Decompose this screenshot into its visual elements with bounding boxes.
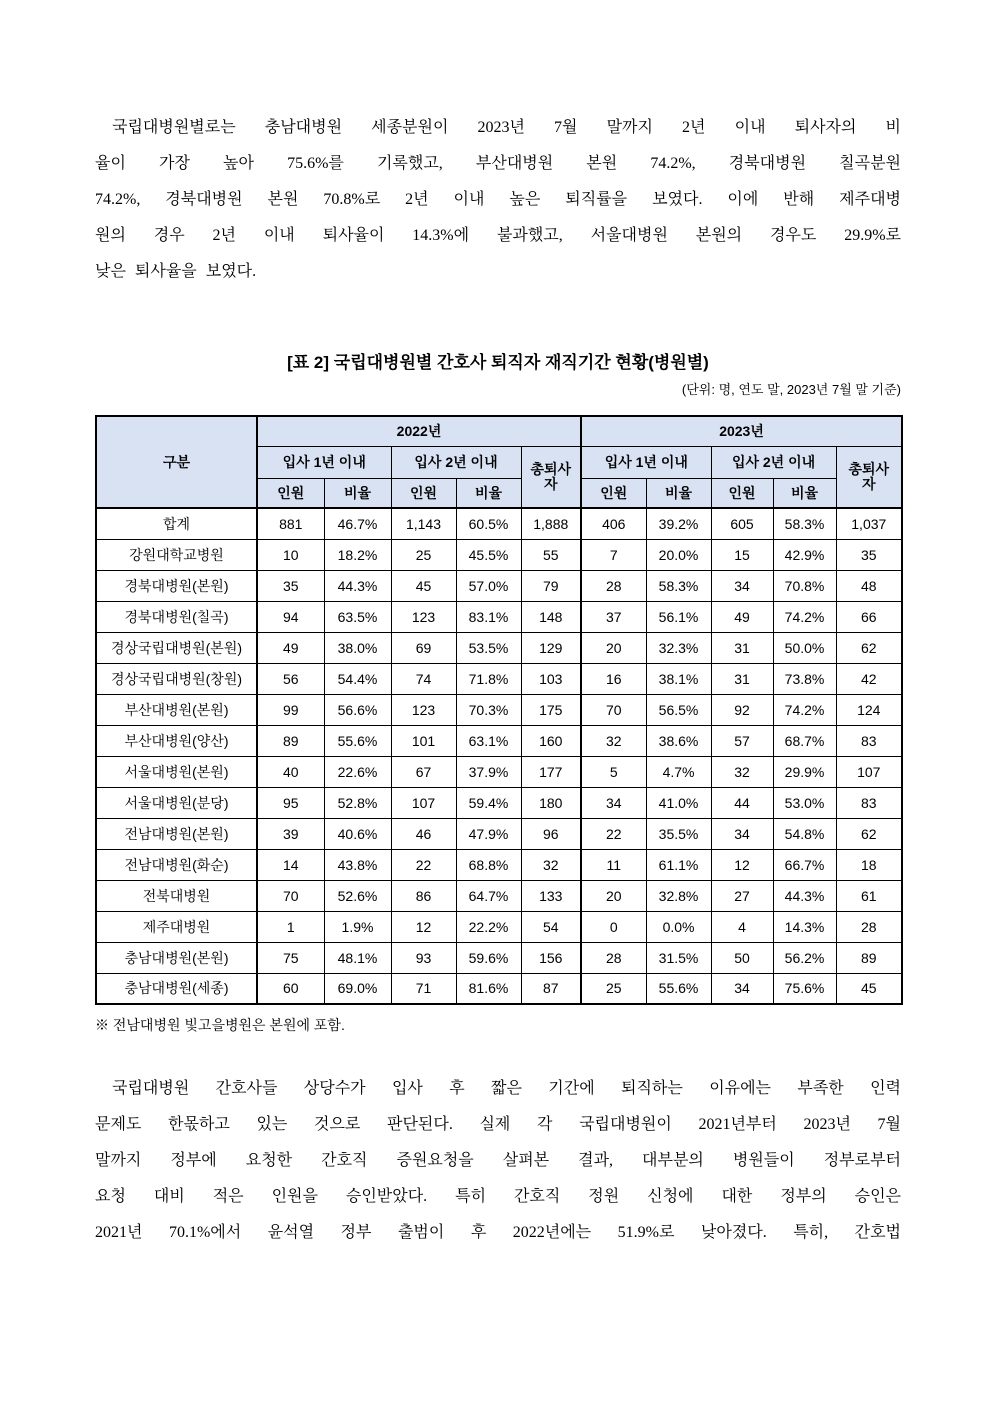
row-cell: 32.8% <box>646 880 711 911</box>
table-row <box>96 911 902 942</box>
header-count: 인원 <box>711 478 773 508</box>
row-cell: 52.8% <box>324 787 391 818</box>
row-label: 경북대병원(본원) <box>96 570 257 601</box>
row-cell: 20.0% <box>646 539 711 570</box>
row-cell: 47.9% <box>456 818 521 849</box>
row-label: 충남대병원(세종) <box>96 973 257 1004</box>
paragraph-bottom-line-1: 국립대병원 간호사들 상당수가 입사 후 짧은 기간에 퇴직하는 이유에는 부족한 인력 <box>112 1080 901 1097</box>
row-cell: 133 <box>521 880 581 911</box>
header-count: 인원 <box>581 478 646 508</box>
row-cell: 27 <box>711 880 773 911</box>
row-cell: 70 <box>581 694 646 725</box>
header-2022-within-1yr: 입사 1년 이내 <box>257 446 391 478</box>
row-cell: 20 <box>581 632 646 663</box>
table-row <box>96 880 902 911</box>
paragraph-top-line-3: 74.2%, 경북대병원 본원 70.8%로 2년 이내 높은 퇴직률을 보였다. 이에 반해 제주대병 <box>95 191 901 208</box>
row-cell: 96 <box>521 818 581 849</box>
row-label: 경북대병원(칠곡) <box>96 601 257 632</box>
row-cell: 31 <box>711 632 773 663</box>
row-cell: 175 <box>521 694 581 725</box>
row-cell: 881 <box>257 508 324 539</box>
row-cell: 54.8% <box>773 818 836 849</box>
row-cell: 55 <box>521 539 581 570</box>
header-2022-total-leavers: 총퇴사자 <box>521 446 581 508</box>
row-cell: 69.0% <box>324 973 391 1004</box>
row-cell: 70.3% <box>456 694 521 725</box>
row-cell: 39 <box>257 818 324 849</box>
row-cell: 35 <box>836 539 902 570</box>
row-label: 경상국립대병원(본원) <box>96 632 257 663</box>
row-cell: 31.5% <box>646 942 711 973</box>
paragraph-top-line-5: 낮은 퇴사율을 보였다. <box>95 263 257 280</box>
row-cell: 52.6% <box>324 880 391 911</box>
table-row <box>96 849 902 880</box>
header-ratio: 비율 <box>646 478 711 508</box>
row-cell: 92 <box>711 694 773 725</box>
row-cell: 25 <box>581 973 646 1004</box>
row-cell: 103 <box>521 663 581 694</box>
header-count: 인원 <box>391 478 456 508</box>
row-cell: 1 <box>257 911 324 942</box>
row-cell: 44 <box>711 787 773 818</box>
row-label: 부산대병원(양산) <box>96 725 257 756</box>
row-cell: 60 <box>257 973 324 1004</box>
row-cell: 55.6% <box>324 725 391 756</box>
header-year-2023: 2023년 <box>581 416 902 446</box>
row-label: 서울대병원(분당) <box>96 787 257 818</box>
row-cell: 37.9% <box>456 756 521 787</box>
paragraph-top-line-4: 원의 경우 2년 이내 퇴사율이 14.3%에 불과했고, 서울대병원 본원의 경우도 29.9%로 <box>95 227 901 244</box>
row-cell: 5 <box>581 756 646 787</box>
row-cell: 35 <box>257 570 324 601</box>
row-cell: 73.8% <box>773 663 836 694</box>
row-cell: 38.0% <box>324 632 391 663</box>
row-cell: 81.6% <box>456 973 521 1004</box>
row-cell: 38.6% <box>646 725 711 756</box>
row-cell: 42.9% <box>773 539 836 570</box>
row-cell: 50.0% <box>773 632 836 663</box>
row-cell: 63.5% <box>324 601 391 632</box>
header-year-2022: 2022년 <box>257 416 581 446</box>
row-label: 충남대병원(본원) <box>96 942 257 973</box>
row-cell: 32 <box>581 725 646 756</box>
row-cell: 406 <box>581 508 646 539</box>
row-cell: 28 <box>836 911 902 942</box>
row-cell: 71 <box>391 973 456 1004</box>
row-cell: 49 <box>257 632 324 663</box>
retirement-stats-table <box>95 415 903 1005</box>
table-row <box>96 508 902 539</box>
table-row <box>96 787 902 818</box>
row-cell: 43.8% <box>324 849 391 880</box>
table-row <box>96 539 902 570</box>
row-cell: 83.1% <box>456 601 521 632</box>
row-cell: 14 <box>257 849 324 880</box>
table-row <box>96 818 902 849</box>
row-cell: 4 <box>711 911 773 942</box>
row-cell: 68.8% <box>456 849 521 880</box>
row-cell: 11 <box>581 849 646 880</box>
row-cell: 93 <box>391 942 456 973</box>
row-label: 제주대병원 <box>96 911 257 942</box>
row-cell: 32 <box>521 849 581 880</box>
row-cell: 60.5% <box>456 508 521 539</box>
table-row <box>96 570 902 601</box>
header-2023-total-leavers: 총퇴사자 <box>836 446 902 508</box>
row-cell: 129 <box>521 632 581 663</box>
row-cell: 180 <box>521 787 581 818</box>
paragraph-bottom-line-2: 문제도 한몫하고 있는 것으로 판단된다. 실제 각 국립대병원이 2021년부터 2023년 7월 <box>95 1116 901 1133</box>
header-2023-within-1yr: 입사 1년 이내 <box>581 446 711 478</box>
row-cell: 79 <box>521 570 581 601</box>
row-cell: 18.2% <box>324 539 391 570</box>
row-cell: 56.1% <box>646 601 711 632</box>
row-cell: 61 <box>836 880 902 911</box>
row-cell: 54.4% <box>324 663 391 694</box>
row-cell: 148 <box>521 601 581 632</box>
table-title: [표 2] 국립대병원별 간호사 퇴직자 재직기간 현황(병원별) <box>287 353 709 372</box>
row-cell: 74.2% <box>773 694 836 725</box>
header-2023-within-2yr: 입사 2년 이내 <box>711 446 836 478</box>
table-footnote: ※ 전남대병원 빛고을병원은 본원에 포함. <box>95 1017 345 1033</box>
row-cell: 1.9% <box>324 911 391 942</box>
row-cell: 32.3% <box>646 632 711 663</box>
table-header <box>96 416 902 508</box>
row-cell: 64.7% <box>456 880 521 911</box>
paragraph-top-line-1: 국립대병원별로는 충남대병원 세종분원이 2023년 7월 말까지 2년 이내 퇴사자의 비 <box>112 119 901 136</box>
row-cell: 34 <box>711 818 773 849</box>
row-cell: 89 <box>836 942 902 973</box>
row-cell: 29.9% <box>773 756 836 787</box>
row-cell: 1,037 <box>836 508 902 539</box>
row-cell: 34 <box>711 973 773 1004</box>
row-label: 강원대학교병원 <box>96 539 257 570</box>
row-label: 경상국립대병원(창원) <box>96 663 257 694</box>
row-cell: 10 <box>257 539 324 570</box>
row-cell: 45.5% <box>456 539 521 570</box>
row-cell: 75 <box>257 942 324 973</box>
row-cell: 89 <box>257 725 324 756</box>
row-cell: 28 <box>581 942 646 973</box>
row-cell: 50 <box>711 942 773 973</box>
row-cell: 38.1% <box>646 663 711 694</box>
row-cell: 66.7% <box>773 849 836 880</box>
row-cell: 56 <box>257 663 324 694</box>
row-cell: 58.3% <box>646 570 711 601</box>
row-cell: 75.6% <box>773 973 836 1004</box>
row-cell: 123 <box>391 694 456 725</box>
table-row <box>96 601 902 632</box>
row-cell: 40.6% <box>324 818 391 849</box>
row-cell: 31 <box>711 663 773 694</box>
row-cell: 66 <box>836 601 902 632</box>
table-body <box>96 508 902 1004</box>
row-cell: 58.3% <box>773 508 836 539</box>
row-cell: 41.0% <box>646 787 711 818</box>
table-row <box>96 942 902 973</box>
header-2022-within-2yr: 입사 2년 이내 <box>391 446 521 478</box>
row-cell: 44.3% <box>324 570 391 601</box>
table-row <box>96 973 902 1004</box>
row-cell: 67 <box>391 756 456 787</box>
row-cell: 16 <box>581 663 646 694</box>
row-cell: 0 <box>581 911 646 942</box>
row-cell: 57.0% <box>456 570 521 601</box>
row-label: 전남대병원(화순) <box>96 849 257 880</box>
row-cell: 70 <box>257 880 324 911</box>
row-cell: 68.7% <box>773 725 836 756</box>
row-cell: 54 <box>521 911 581 942</box>
row-cell: 34 <box>581 787 646 818</box>
row-cell: 39.2% <box>646 508 711 539</box>
row-cell: 18 <box>836 849 902 880</box>
row-cell: 160 <box>521 725 581 756</box>
row-cell: 177 <box>521 756 581 787</box>
row-cell: 56.2% <box>773 942 836 973</box>
row-cell: 1,888 <box>521 508 581 539</box>
row-cell: 46 <box>391 818 456 849</box>
row-cell: 74 <box>391 663 456 694</box>
row-cell: 63.1% <box>456 725 521 756</box>
table-row <box>96 663 902 694</box>
row-cell: 34 <box>711 570 773 601</box>
row-cell: 44.3% <box>773 880 836 911</box>
table-row <box>96 725 902 756</box>
row-cell: 40 <box>257 756 324 787</box>
row-cell: 156 <box>521 942 581 973</box>
row-cell: 48.1% <box>324 942 391 973</box>
row-cell: 46.7% <box>324 508 391 539</box>
row-cell: 35.5% <box>646 818 711 849</box>
table-row <box>96 694 902 725</box>
row-cell: 83 <box>836 787 902 818</box>
row-cell: 45 <box>836 973 902 1004</box>
row-label: 전북대병원 <box>96 880 257 911</box>
paragraph-top-line-2: 율이 가장 높아 75.6%를 기록했고, 부산대병원 본원 74.2%, 경북대병원 칠곡분원 <box>95 155 901 172</box>
header-ratio: 비율 <box>456 478 521 508</box>
row-cell: 86 <box>391 880 456 911</box>
paragraph-bottom-line-4: 요청 대비 적은 인원을 승인받았다. 특히 간호직 정원 신청에 대한 정부의 승인은 <box>95 1188 901 1205</box>
row-cell: 107 <box>836 756 902 787</box>
row-cell: 95 <box>257 787 324 818</box>
row-cell: 62 <box>836 818 902 849</box>
row-cell: 48 <box>836 570 902 601</box>
row-cell: 1,143 <box>391 508 456 539</box>
row-cell: 22.2% <box>456 911 521 942</box>
row-cell: 71.8% <box>456 663 521 694</box>
row-cell: 57 <box>711 725 773 756</box>
row-cell: 74.2% <box>773 601 836 632</box>
table-row <box>96 756 902 787</box>
row-cell: 56.6% <box>324 694 391 725</box>
paragraph-bottom-line-3: 말까지 정부에 요청한 간호직 증원요청을 살펴본 결과, 대부분의 병원들이 정부로부터 <box>95 1152 901 1169</box>
paragraph-bottom-line-5: 2021년 70.1%에서 윤석열 정부 출범이 후 2022년에는 51.9%로 낮아졌다. 특히, 간호법 <box>95 1224 901 1241</box>
row-cell: 22 <box>391 849 456 880</box>
row-cell: 55.6% <box>646 973 711 1004</box>
row-cell: 49 <box>711 601 773 632</box>
row-cell: 25 <box>391 539 456 570</box>
row-cell: 87 <box>521 973 581 1004</box>
row-cell: 12 <box>391 911 456 942</box>
row-cell: 123 <box>391 601 456 632</box>
row-cell: 12 <box>711 849 773 880</box>
row-label: 서울대병원(본원) <box>96 756 257 787</box>
row-cell: 22 <box>581 818 646 849</box>
row-cell: 59.4% <box>456 787 521 818</box>
row-cell: 28 <box>581 570 646 601</box>
row-cell: 69 <box>391 632 456 663</box>
row-cell: 70.8% <box>773 570 836 601</box>
row-cell: 94 <box>257 601 324 632</box>
row-cell: 83 <box>836 725 902 756</box>
row-cell: 59.6% <box>456 942 521 973</box>
header-col-group: 구분 <box>96 416 257 508</box>
row-cell: 15 <box>711 539 773 570</box>
header-count: 인원 <box>257 478 324 508</box>
row-cell: 53.0% <box>773 787 836 818</box>
row-cell: 53.5% <box>456 632 521 663</box>
row-cell: 45 <box>391 570 456 601</box>
row-cell: 107 <box>391 787 456 818</box>
row-cell: 62 <box>836 632 902 663</box>
row-cell: 14.3% <box>773 911 836 942</box>
row-cell: 99 <box>257 694 324 725</box>
row-label: 전남대병원(본원) <box>96 818 257 849</box>
row-cell: 0.0% <box>646 911 711 942</box>
header-ratio: 비율 <box>324 478 391 508</box>
row-cell: 101 <box>391 725 456 756</box>
row-cell: 37 <box>581 601 646 632</box>
row-cell: 605 <box>711 508 773 539</box>
row-cell: 56.5% <box>646 694 711 725</box>
row-cell: 22.6% <box>324 756 391 787</box>
table-row <box>96 632 902 663</box>
row-cell: 7 <box>581 539 646 570</box>
row-cell: 20 <box>581 880 646 911</box>
header-ratio: 비율 <box>773 478 836 508</box>
paragraph-top <box>95 110 901 290</box>
row-label: 부산대병원(본원) <box>96 694 257 725</box>
row-cell: 32 <box>711 756 773 787</box>
row-cell: 61.1% <box>646 849 711 880</box>
row-cell: 42 <box>836 663 902 694</box>
row-label: 합계 <box>96 508 257 539</box>
paragraph-bottom <box>95 1071 901 1251</box>
row-cell: 124 <box>836 694 902 725</box>
table-unit-note: (단위: 명, 연도 말, 2023년 7월 말 기준) <box>681 382 901 397</box>
row-cell: 4.7% <box>646 756 711 787</box>
